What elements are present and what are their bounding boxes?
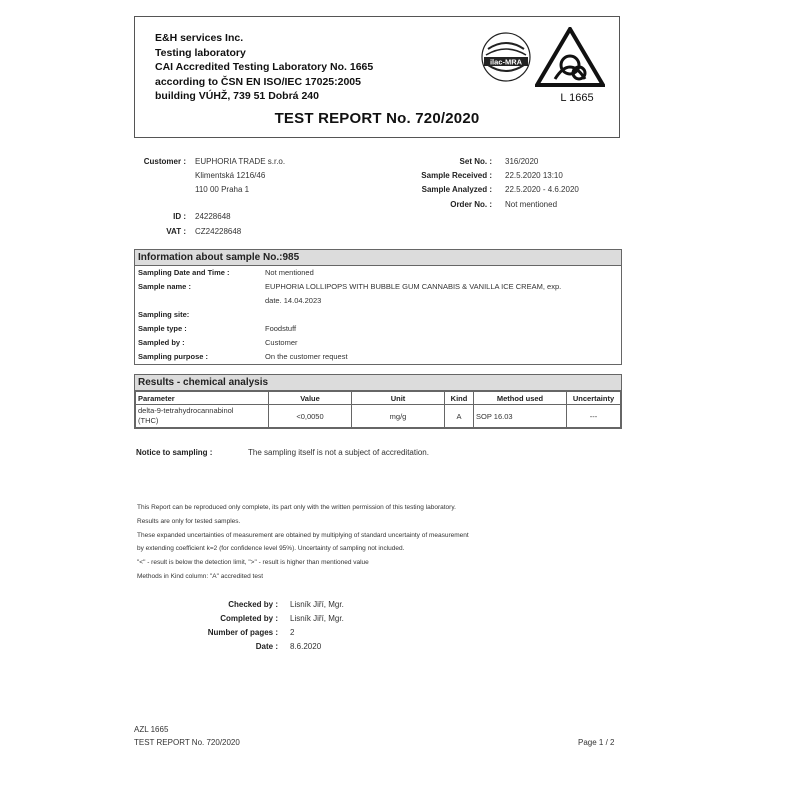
sample-info-row: [135, 336, 621, 350]
checked-by-label: Checked by :: [228, 600, 278, 609]
sampling-date-label: Sampling Date and Time :: [138, 268, 230, 277]
customer-label: Customer :: [143, 157, 186, 166]
sampling-date-value: Not mentioned: [265, 268, 314, 277]
parameter-name: delta-9-tetrahydrocannabinol: [138, 406, 234, 415]
date-label: Date :: [255, 642, 278, 651]
set-no-label: Set No. :: [459, 157, 492, 166]
disclaimer-line: "<" - result is below the detection limit, ">" - result is higher than mentioned value: [137, 559, 369, 566]
sample-type-label: Sample type :: [138, 324, 187, 333]
customer-name: EUPHORIA TRADE s.r.o.: [195, 157, 286, 166]
cell-kind: A: [445, 405, 474, 428]
sample-received-label: Sample Received :: [421, 171, 492, 180]
sample-info-title: Information about sample No.:985: [135, 250, 621, 266]
lab-standard: according to ČSN EN ISO/IEC 17025:2005: [155, 75, 361, 88]
lab-info: [155, 31, 373, 104]
sample-name-value: EUPHORIA LOLLIPOPS WITH BUBBLE GUM CANNABIS & VANILLA ICE CREAM, exp.: [265, 282, 562, 291]
cell-parameter: [136, 405, 269, 428]
sampled-by-label: Sampled by :: [138, 338, 185, 347]
sample-analyzed-value: 22.5.2020 - 4.6.2020: [505, 185, 579, 194]
sample-received-value: 22.5.2020 13:10: [505, 171, 563, 180]
disclaimer-line: by extending coefficient k=2 (for confidence level 95%). Uncertainty of sampling not included.: [137, 545, 405, 552]
sample-type-value: Foodstuff: [265, 324, 297, 333]
set-no-value: 316/2020: [505, 157, 539, 166]
sample-info-row: [135, 266, 621, 280]
completed-by-value: Lisník Jiří, Mgr.: [290, 614, 344, 623]
sample-info-row: [135, 294, 621, 308]
checked-by-value: Lisník Jiří, Mgr.: [290, 600, 344, 609]
col-value: Value: [269, 392, 352, 405]
cell-value: <0,0050: [269, 405, 352, 428]
completed-by-label: Completed by :: [220, 614, 278, 623]
col-unit: Unit: [352, 392, 445, 405]
col-method: Method used: [474, 392, 567, 405]
pages-label: Number of pages :: [207, 628, 278, 637]
sampling-site-label: Sampling site:: [138, 310, 190, 319]
sample-info-row: [135, 308, 621, 322]
col-kind: Kind: [445, 392, 474, 405]
sample-name-value-cont: date. 14.04.2023: [265, 296, 322, 305]
lab-type: Testing laboratory: [155, 46, 246, 59]
sample-analyzed-label: Sample Analyzed :: [421, 185, 492, 194]
vat-value: CZ24228648: [195, 227, 242, 236]
sampled-by-value: Customer: [265, 338, 298, 347]
cell-method: SOP 16.03: [474, 405, 567, 428]
disclaimer-line: These expanded uncertainties of measurement are obtained by multiplying of standard uncertainty of measurement: [137, 532, 469, 539]
disclaimer-line: Results are only for tested samples.: [137, 518, 241, 525]
report-title: TEST REPORT No. 720/2020: [274, 110, 480, 127]
sample-info-row: [135, 322, 621, 336]
sampling-purpose-label: Sampling purpose :: [138, 352, 209, 361]
disclaimer-line: Methods in Kind column: "A" accredited test: [137, 573, 264, 580]
order-no-value: Not mentioned: [505, 200, 558, 209]
results-title: Results - chemical analysis: [135, 375, 621, 391]
svg-text:ilac-MRA: ilac-MRA: [489, 57, 523, 67]
customer-street: Klimentská 1216/46: [195, 171, 266, 180]
cai-accreditation-logo: [535, 27, 605, 103]
lab-name: E&H services Inc.: [155, 32, 244, 44]
results-header-row: [136, 392, 621, 405]
notice-label: Notice to sampling :: [136, 448, 213, 457]
date-value: 8.6.2020: [290, 642, 322, 651]
svg-text:L 1665: L 1665: [560, 92, 594, 103]
id-value: 24228648: [195, 212, 231, 221]
results-section: [134, 374, 622, 429]
ilac-mra-logo: [480, 31, 532, 83]
footer-page-number: Page 1 / 2: [578, 738, 615, 747]
notice-text: The sampling itself is not a subject of accreditation.: [248, 448, 429, 457]
lab-address: building VÚHŽ, 739 51 Dobrá 240: [155, 90, 319, 102]
table-row: [136, 405, 621, 428]
col-uncertainty: Uncertainty: [567, 392, 621, 405]
sampling-purpose-value: On the customer request: [265, 352, 348, 361]
parameter-abbrev: (THC): [138, 416, 159, 425]
footer-report-ref: TEST REPORT No. 720/2020: [134, 738, 240, 747]
id-label: ID :: [173, 212, 186, 221]
vat-label: VAT :: [166, 227, 186, 236]
sample-info-section: [134, 249, 622, 365]
order-no-label: Order No. :: [450, 200, 492, 209]
customer-city: 110 00 Praha 1: [195, 185, 250, 194]
cell-unit: mg/g: [352, 405, 445, 428]
cell-uncertainty: ---: [567, 405, 621, 428]
lab-accreditation: CAI Accredited Testing Laboratory No. 1665: [155, 61, 374, 73]
report-header: [134, 16, 620, 138]
footer-code: AZL 1665: [134, 725, 169, 734]
pages-value: 2: [290, 628, 295, 637]
disclaimer-line: This Report can be reproduced only complete, its part only with the written permission of this testing laboratory.: [137, 504, 456, 511]
col-parameter: Parameter: [136, 392, 269, 405]
sample-info-row: [135, 350, 621, 364]
sample-info-row: [135, 280, 621, 294]
sample-name-label: Sample name :: [138, 282, 191, 291]
results-table: [135, 391, 621, 428]
